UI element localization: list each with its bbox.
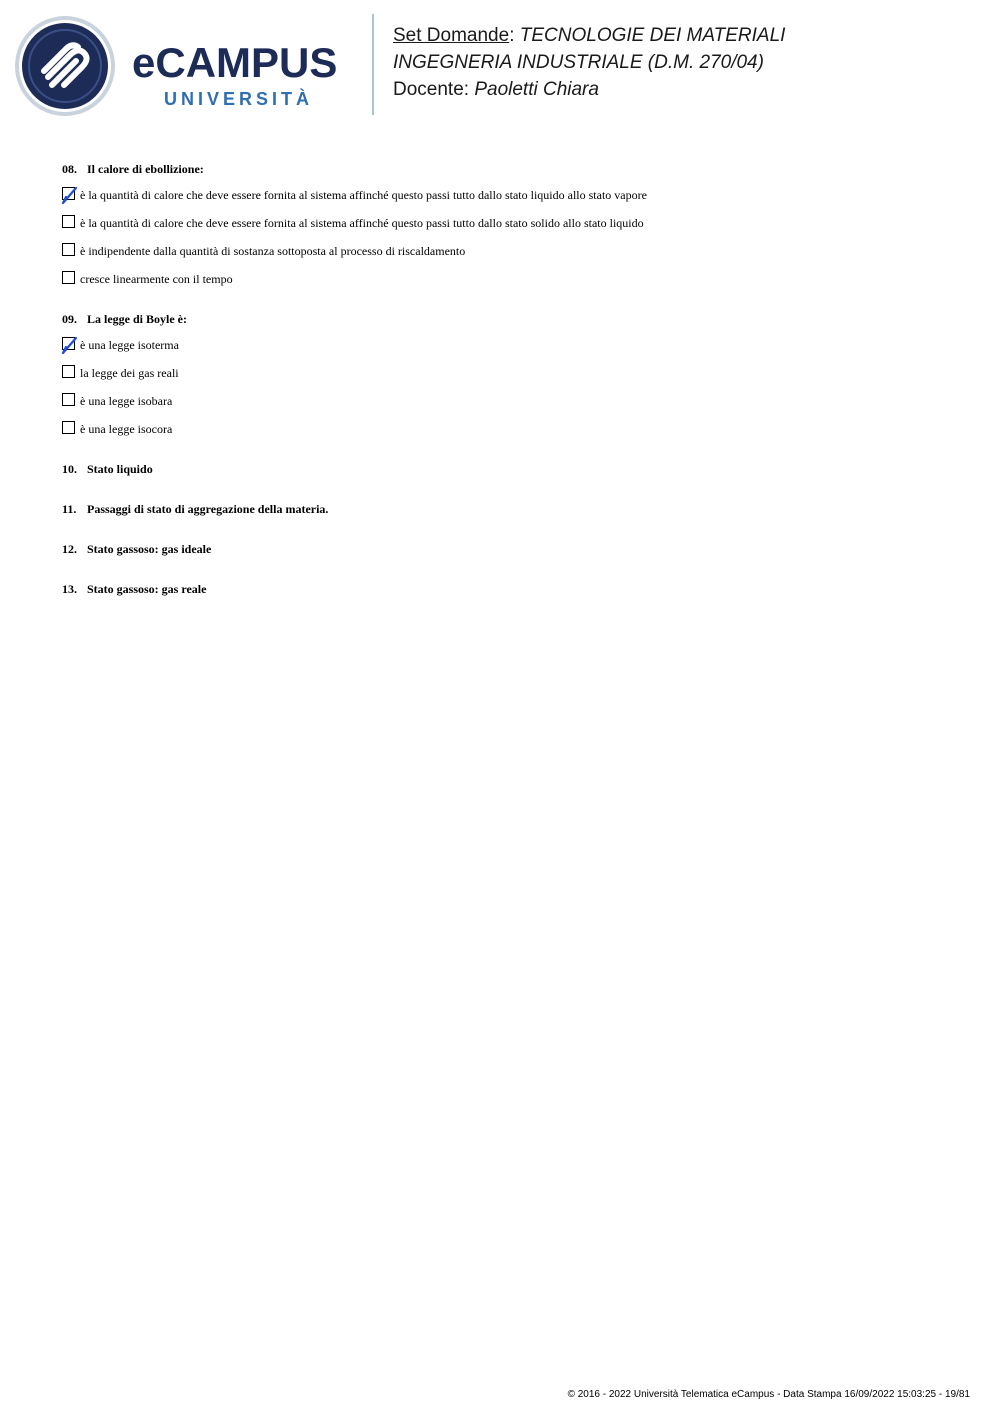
- set-info: [393, 22, 993, 103]
- answer-option-text: cresce linearmente con il tempo: [80, 272, 233, 286]
- brand-name: eCAMPUS: [132, 39, 338, 86]
- question-text: Passaggi di stato di aggregazione della materia.: [87, 502, 329, 516]
- question-12: [62, 540, 962, 580]
- checkbox[interactable]: [62, 215, 75, 228]
- question-text: Stato liquido: [87, 462, 153, 476]
- question-title: [62, 500, 962, 518]
- answer-option-text: è la quantità di calore che deve essere fornita al sistema affinché questo passi tutto dallo stato liquido allo stato vapore: [80, 188, 647, 202]
- header-divider: [372, 14, 374, 115]
- checkbox[interactable]: [62, 365, 75, 378]
- question-08: [62, 160, 962, 304]
- question-number: 12.: [62, 542, 77, 556]
- answer-option[interactable]: [62, 364, 962, 392]
- page-header: [0, 0, 1000, 125]
- checkmark-icon: [61, 185, 79, 205]
- set-label: Set Domande: [393, 25, 510, 46]
- brand-subtitle: UNIVERSITÀ: [164, 89, 314, 109]
- teacher-label: Docente:: [393, 79, 475, 100]
- page-footer: © 2016 - 2022 Università Telematica eCampus - Data Stampa 16/09/2022 15:03:25 - 19/81: [567, 1389, 970, 1400]
- question-title: [62, 310, 962, 328]
- answer-option-text: è una legge isobara: [80, 394, 173, 408]
- teacher-line: [393, 76, 993, 103]
- answer-option-text: è la quantità di calore che deve essere fornita al sistema affinché questo passi tutto dallo stato solido allo stato liquido: [80, 216, 644, 230]
- question-number: 13.: [62, 582, 77, 596]
- question-title: [62, 580, 962, 598]
- answer-option-text: è una legge isocora: [80, 422, 173, 436]
- teacher-name: Paoletti Chiara: [474, 79, 599, 100]
- checkbox-checked[interactable]: [62, 337, 75, 350]
- question-number: 08.: [62, 162, 77, 176]
- answer-option[interactable]: [62, 420, 962, 454]
- question-10: [62, 460, 962, 500]
- set-title-line-1: [393, 22, 993, 49]
- question-text: Stato gassoso: gas reale: [87, 582, 207, 596]
- set-colon: :: [509, 25, 520, 46]
- set-title: TECNOLOGIE DEI MATERIALI: [519, 25, 786, 46]
- checkbox[interactable]: [62, 393, 75, 406]
- question-number: 09.: [62, 312, 77, 326]
- checkbox[interactable]: [62, 243, 75, 256]
- answer-option[interactable]: [62, 336, 962, 364]
- set-title-line-2: [393, 49, 993, 76]
- checkbox[interactable]: [62, 271, 75, 284]
- checkmark-icon: [61, 335, 79, 355]
- question-number: 11.: [62, 502, 77, 516]
- answer-option-text: è indipendente dalla quantità di sostanza sottoposta al processo di riscaldamento: [80, 244, 466, 258]
- answer-option[interactable]: [62, 242, 962, 270]
- question-title: [62, 460, 962, 478]
- question-09: [62, 310, 962, 454]
- answer-option[interactable]: [62, 392, 962, 420]
- brand-wordmark: [132, 40, 356, 110]
- question-text: Stato gassoso: gas ideale: [87, 542, 212, 556]
- question-title: [62, 540, 962, 558]
- set-course: INGEGNERIA INDUSTRIALE (D.M. 270/04): [393, 52, 764, 73]
- question-title: [62, 160, 962, 178]
- checkbox[interactable]: [62, 421, 75, 434]
- answer-option[interactable]: [62, 214, 962, 242]
- question-11: [62, 500, 962, 540]
- question-list: [62, 160, 962, 620]
- question-text: Il calore di ebollizione:: [87, 162, 204, 176]
- answer-option[interactable]: [62, 186, 962, 214]
- answer-option-text: è una legge isoterma: [80, 338, 179, 352]
- question-text: La legge di Boyle è:: [87, 312, 187, 326]
- question-13: [62, 580, 962, 620]
- answer-option-text: la legge dei gas reali: [80, 366, 179, 380]
- question-number: 10.: [62, 462, 77, 476]
- ecampus-seal-logo: [14, 15, 116, 117]
- checkbox-checked[interactable]: [62, 187, 75, 200]
- answer-option[interactable]: [62, 270, 962, 304]
